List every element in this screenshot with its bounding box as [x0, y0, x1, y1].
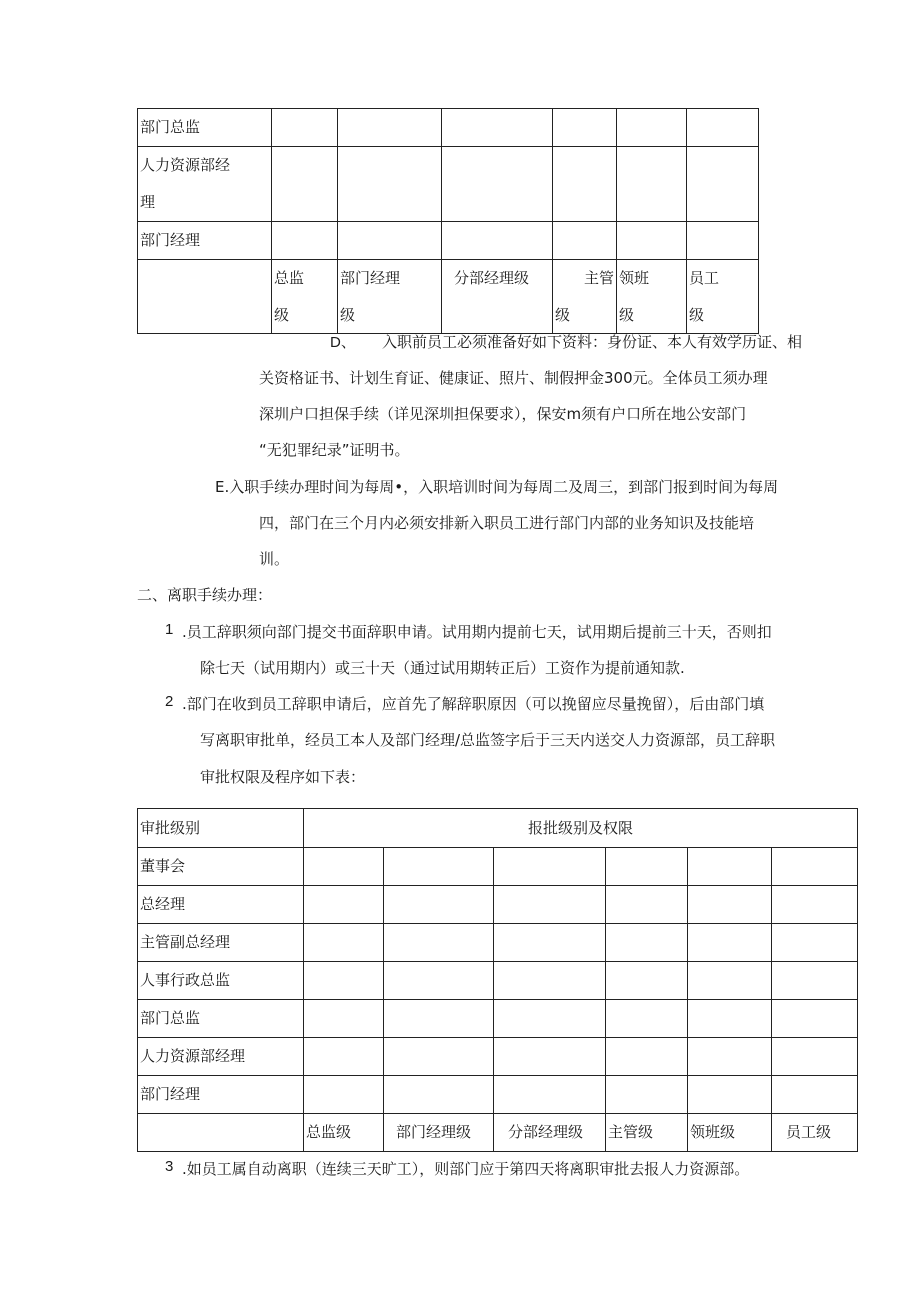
- item-text: .如员工属自动离职（连续三天旷工），则部门应于第四天将离职审批去报人力资源部。: [182, 1160, 750, 1178]
- level-header: 员工 级: [687, 260, 759, 334]
- approval-table-top: [137, 108, 759, 334]
- section-e-line: E.入职手续办理时间为每周•，入职培训时间为每周二及周三，到部门报到时间为每周: [215, 478, 779, 496]
- header-label: 审批级别: [138, 809, 304, 848]
- level-header: 主管 级: [553, 260, 617, 334]
- section-d-line: “无犯罪纪录”证明书。: [259, 441, 410, 459]
- row-label: 部门经理: [138, 222, 272, 260]
- item-text: 写离职审批单，经员工本人及部门经理/总监签字后于三天内送交人力资源部，员工辞职: [200, 731, 776, 749]
- item-number: 1: [165, 621, 174, 638]
- row-label: 主管副总经理: [138, 924, 304, 962]
- row-label: 人力资源部经理: [138, 1038, 304, 1076]
- item-text: .员工辞职须向部门提交书面辞职申请。试用期内提前七天，试用期后提前三十天，否则扣: [182, 623, 772, 641]
- section-d-marker: D、: [330, 334, 356, 351]
- level-header: 部门经理级: [384, 1114, 494, 1152]
- level-header: 主管级: [606, 1114, 688, 1152]
- row-label: 部门经理: [138, 1076, 304, 1114]
- level-header: 分部经理级: [442, 260, 553, 334]
- item-text: .部门在收到员工辞职申请后，应首先了解辞职原因（可以挽留应尽量挽留），后由部门填: [182, 695, 765, 713]
- section-heading: 二、离职手续办理：: [137, 586, 273, 604]
- header-span: 报批级别及权限: [304, 809, 858, 848]
- item-text: 除七天（试用期内）或三十天（通过试用期转正后）工资作为提前通知款.: [200, 659, 685, 677]
- level-header: 员工级: [772, 1114, 858, 1152]
- level-header: 部门经理 级: [338, 260, 442, 334]
- section-d-line: 入职前员工必须准备好如下资料：身份证、本人有效学历证、相: [382, 333, 803, 351]
- item-number: 2: [165, 693, 174, 710]
- row-label: 人力资源部经 理: [138, 147, 272, 222]
- level-header: 总监级: [304, 1114, 384, 1152]
- resignation-approval-table: [137, 808, 858, 1152]
- level-header: 分部经理级: [494, 1114, 606, 1152]
- row-label: 董事会: [138, 848, 304, 886]
- level-header: 领班 级: [617, 260, 687, 334]
- row-label: 部门总监: [138, 109, 272, 147]
- row-label: 部门总监: [138, 1000, 304, 1038]
- section-e-line: 训。: [259, 550, 290, 568]
- section-e-line: 四，部门在三个月内必须安排新入职员工进行部门内部的业务知识及技能培: [259, 514, 755, 532]
- level-header: 总监 级: [272, 260, 338, 334]
- item-number: 3: [165, 1158, 174, 1175]
- item-text: 审批权限及程序如下表：: [200, 768, 366, 786]
- row-label: 人事行政总监: [138, 962, 304, 1000]
- section-d-line: 深圳户口担保手续（详见深圳担保要求），保安m须有户口所在地公安部门: [259, 405, 747, 423]
- row-label: 总经理: [138, 886, 304, 924]
- level-header: 领班级: [688, 1114, 772, 1152]
- section-d-line: 关资格证书、计划生育证、健康证、照片、制假押金300元。全体员工须办理: [259, 369, 768, 387]
